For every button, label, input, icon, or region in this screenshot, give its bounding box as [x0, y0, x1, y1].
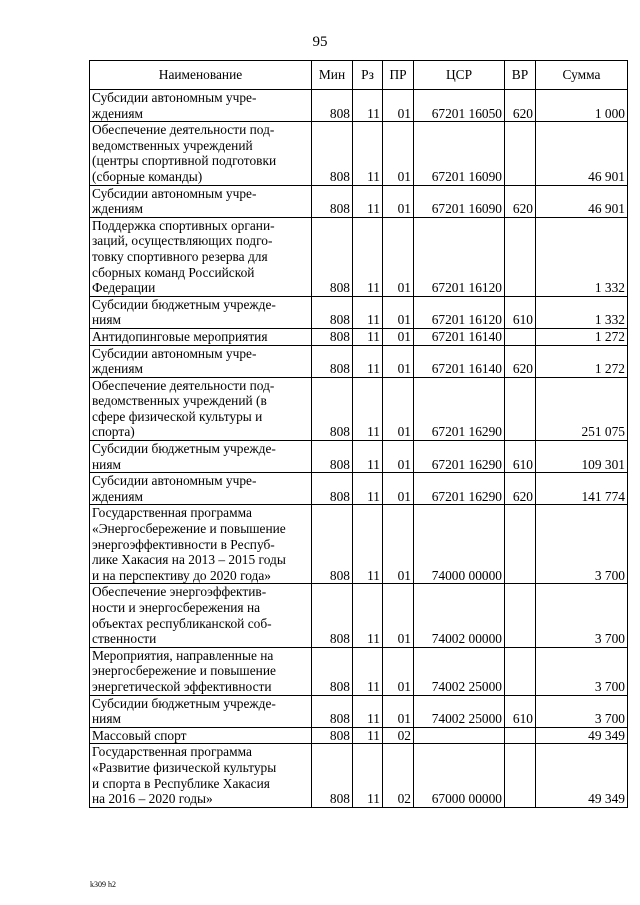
table-row [90, 377, 628, 440]
cell-sum: 3 700 [536, 647, 628, 695]
cell-rz: 11 [353, 695, 383, 727]
cell-pr: 01 [383, 505, 414, 584]
cell-sum: 3 700 [536, 584, 628, 647]
cell-sum: 1 272 [536, 345, 628, 377]
cell-vr: 610 [505, 441, 536, 473]
table-row [90, 185, 628, 217]
header-vr: ВР [505, 61, 536, 90]
cell-name: Субсидии автономным учре- ждениям [90, 90, 312, 122]
cell-sum: 1 000 [536, 90, 628, 122]
cell-min: 808 [312, 296, 353, 328]
header-rz: Рз [353, 61, 383, 90]
table-row [90, 473, 628, 505]
cell-vr: 620 [505, 345, 536, 377]
cell-name: Антидопинговые мероприятия [90, 328, 312, 345]
cell-sum: 3 700 [536, 695, 628, 727]
cell-rz: 11 [353, 90, 383, 122]
table-row [90, 744, 628, 807]
cell-min: 808 [312, 377, 353, 440]
table-row [90, 695, 628, 727]
cell-pr: 01 [383, 695, 414, 727]
header-csr: ЦСР [414, 61, 505, 90]
cell-csr: 67201 16090 [414, 185, 505, 217]
cell-min: 808 [312, 584, 353, 647]
cell-csr: 67000 00000 [414, 744, 505, 807]
table-row [90, 122, 628, 185]
cell-sum: 3 700 [536, 505, 628, 584]
cell-rz: 11 [353, 584, 383, 647]
cell-name: Обеспечение деятельности под- ведомственных учреждений (в сфере физической культуры и спорта) [90, 377, 312, 440]
cell-name: Поддержка спортивных органи- заций, осуществляющих подго- товку спортивного резерва для сборных команд Российской Федерации [90, 217, 312, 296]
cell-sum: 141 774 [536, 473, 628, 505]
table-row [90, 727, 628, 744]
cell-rz: 11 [353, 441, 383, 473]
cell-name: Обеспечение деятельности под- ведомственных учреждений (центры спортивной подготовки (сборные команды) [90, 122, 312, 185]
cell-pr: 01 [383, 328, 414, 345]
cell-min: 808 [312, 647, 353, 695]
table-row [90, 296, 628, 328]
cell-min: 808 [312, 441, 353, 473]
cell-vr [505, 727, 536, 744]
cell-sum: 251 075 [536, 377, 628, 440]
cell-min: 808 [312, 505, 353, 584]
cell-rz: 11 [353, 345, 383, 377]
cell-pr: 01 [383, 185, 414, 217]
cell-min: 808 [312, 217, 353, 296]
cell-vr: 620 [505, 90, 536, 122]
cell-rz: 11 [353, 505, 383, 584]
cell-sum: 1 272 [536, 328, 628, 345]
header-min: Мин [312, 61, 353, 90]
cell-rz: 11 [353, 473, 383, 505]
cell-sum: 46 901 [536, 122, 628, 185]
cell-vr [505, 584, 536, 647]
cell-name: Субсидии бюджетным учрежде- ниям [90, 296, 312, 328]
cell-rz: 11 [353, 727, 383, 744]
cell-min: 808 [312, 328, 353, 345]
cell-sum: 46 901 [536, 185, 628, 217]
cell-rz: 11 [353, 185, 383, 217]
cell-name: Субсидии бюджетным учрежде- ниям [90, 441, 312, 473]
cell-csr: 74000 00000 [414, 505, 505, 584]
footer-code: k309 h2 [90, 880, 116, 889]
cell-name: Обеспечение энергоэффектив- ности и энергосбережения на объектах республиканской соб- ственности [90, 584, 312, 647]
cell-sum: 109 301 [536, 441, 628, 473]
table-row [90, 328, 628, 345]
table-row [90, 584, 628, 647]
cell-csr: 67201 16290 [414, 441, 505, 473]
cell-min: 808 [312, 744, 353, 807]
table-row [90, 217, 628, 296]
table-row [90, 647, 628, 695]
cell-name: Мероприятия, направленные на энергосбережение и повышение энергетической эффективности [90, 647, 312, 695]
cell-vr [505, 744, 536, 807]
header-sum: Сумма [536, 61, 628, 90]
cell-csr [414, 727, 505, 744]
cell-pr: 01 [383, 473, 414, 505]
table-header-row [90, 61, 628, 90]
cell-vr [505, 377, 536, 440]
cell-csr: 67201 16120 [414, 296, 505, 328]
cell-sum: 49 349 [536, 744, 628, 807]
cell-rz: 11 [353, 377, 383, 440]
cell-csr: 67201 16290 [414, 473, 505, 505]
cell-pr: 01 [383, 647, 414, 695]
cell-name: Субсидии автономным учре- ждениям [90, 473, 312, 505]
cell-pr: 01 [383, 296, 414, 328]
cell-pr: 01 [383, 441, 414, 473]
cell-pr: 01 [383, 90, 414, 122]
cell-csr: 74002 00000 [414, 584, 505, 647]
cell-rz: 11 [353, 744, 383, 807]
cell-csr: 67201 16140 [414, 328, 505, 345]
cell-rz: 11 [353, 122, 383, 185]
cell-vr [505, 217, 536, 296]
cell-vr: 610 [505, 296, 536, 328]
cell-vr: 620 [505, 185, 536, 217]
cell-min: 808 [312, 473, 353, 505]
cell-pr: 01 [383, 345, 414, 377]
cell-pr: 01 [383, 584, 414, 647]
cell-vr: 610 [505, 695, 536, 727]
table-row [90, 345, 628, 377]
cell-csr: 67201 16090 [414, 122, 505, 185]
cell-pr: 01 [383, 377, 414, 440]
cell-rz: 11 [353, 296, 383, 328]
table-row [90, 441, 628, 473]
cell-min: 808 [312, 695, 353, 727]
cell-name: Массовый спорт [90, 727, 312, 744]
table-row [90, 90, 628, 122]
cell-min: 808 [312, 90, 353, 122]
cell-pr: 01 [383, 122, 414, 185]
cell-sum: 1 332 [536, 217, 628, 296]
table-row [90, 505, 628, 584]
cell-vr [505, 505, 536, 584]
cell-csr: 67201 16140 [414, 345, 505, 377]
budget-table [89, 60, 628, 808]
cell-min: 808 [312, 122, 353, 185]
cell-pr: 02 [383, 727, 414, 744]
cell-rz: 11 [353, 217, 383, 296]
cell-rz: 11 [353, 647, 383, 695]
cell-sum: 1 332 [536, 296, 628, 328]
cell-min: 808 [312, 185, 353, 217]
header-name: Наименование [90, 61, 312, 90]
page-number: 95 [312, 34, 328, 50]
cell-name: Государственная программа «Энергосбережение и повышение энергоэффективности в Респуб- лике Хакасия на 2013 – 2015 годы и на перспективу до 2020 года» [90, 505, 312, 584]
cell-min: 808 [312, 727, 353, 744]
cell-pr: 01 [383, 217, 414, 296]
cell-csr: 67201 16120 [414, 217, 505, 296]
cell-name: Субсидии автономным учре- ждениям [90, 185, 312, 217]
cell-name: Субсидии автономным учре- ждениям [90, 345, 312, 377]
cell-csr: 74002 25000 [414, 695, 505, 727]
cell-min: 808 [312, 345, 353, 377]
cell-sum: 49 349 [536, 727, 628, 744]
cell-vr [505, 647, 536, 695]
cell-csr: 74002 25000 [414, 647, 505, 695]
cell-name: Субсидии бюджетным учрежде- ниям [90, 695, 312, 727]
header-pr: ПР [383, 61, 414, 90]
cell-name: Государственная программа «Развитие физической культуры и спорта в Республике Хакасия на 2016 – 2020 годы» [90, 744, 312, 807]
cell-vr [505, 328, 536, 345]
cell-rz: 11 [353, 328, 383, 345]
cell-csr: 67201 16290 [414, 377, 505, 440]
cell-vr [505, 122, 536, 185]
cell-csr: 67201 16050 [414, 90, 505, 122]
cell-vr: 620 [505, 473, 536, 505]
cell-pr: 02 [383, 744, 414, 807]
